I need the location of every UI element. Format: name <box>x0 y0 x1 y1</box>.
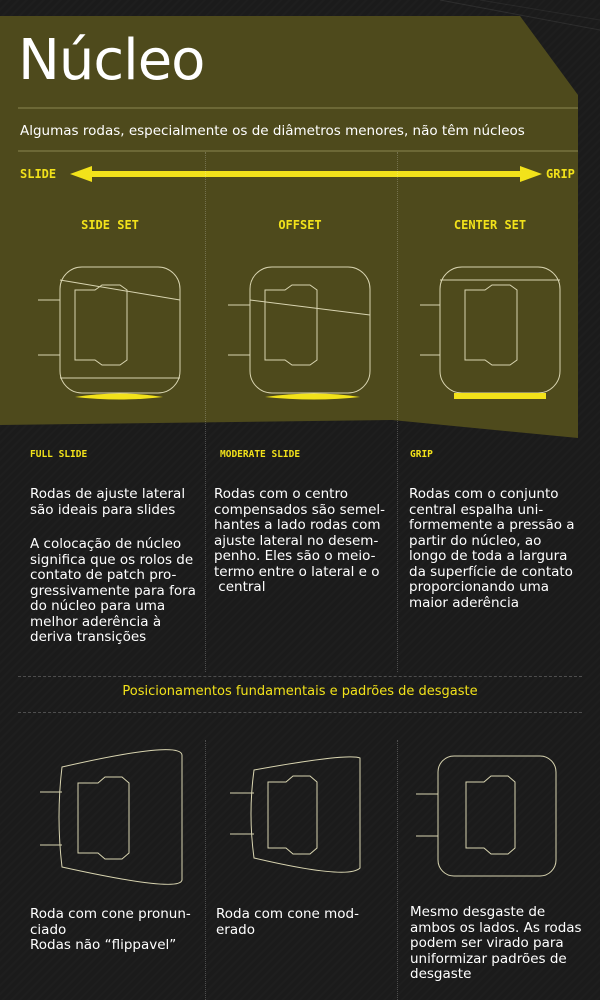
text-line: Mesmo desgaste de <box>410 904 546 920</box>
wheel-side-set <box>30 260 190 410</box>
pronounced-cone-text <box>30 907 205 954</box>
text-line: proporcionando uma <box>409 579 550 595</box>
text-line: desgaste <box>410 966 472 982</box>
wheel-offset <box>220 260 380 410</box>
text-line: termo entre o lateral e o <box>214 563 380 580</box>
text-line: central espalha uni- <box>409 501 544 518</box>
section2-heading: Posicionamentos fundamentais e padrões de desgaste <box>122 684 478 699</box>
sub-label-full-slide: FULL SLIDE <box>30 449 88 460</box>
text-line: hantes a lado rodas com <box>214 517 381 533</box>
text-line: formemente a pressão a <box>409 517 575 533</box>
moderate-cone-text <box>216 907 396 938</box>
text-line: da superfície de contato <box>409 563 573 580</box>
column-divider <box>205 152 206 672</box>
column-divider <box>397 152 398 672</box>
text-line: Roda com cone pronun- <box>30 906 191 922</box>
text-line: A colocação de núcleo <box>30 536 182 552</box>
contact-patch <box>75 394 163 400</box>
column-divider <box>397 740 398 1000</box>
text-line: maior aderência <box>409 594 519 611</box>
column-divider <box>205 740 206 1000</box>
text-line: podem ser virado para <box>410 935 564 951</box>
side-set-text-2 <box>30 537 205 646</box>
heading-offset: OFFSET <box>278 218 322 232</box>
page-subtitle: Algumas rodas, especialmente os de diâmetros menores, não têm núcleos <box>20 123 525 139</box>
wheel-center-set <box>410 260 570 410</box>
text-line: longo de toda a largura <box>409 548 568 564</box>
text-line: gressivamente para fora <box>30 582 196 599</box>
text-line: ambos os lados. As rodas <box>410 919 582 936</box>
even-wear-text <box>410 905 596 983</box>
text-line: compensados são semel- <box>214 501 385 518</box>
text-line: partir do núcleo, ao <box>409 532 542 549</box>
contact-patch <box>454 393 546 399</box>
text-line: Rodas com o centro <box>214 486 348 502</box>
wheel-pronounced-cone <box>40 745 200 895</box>
text-line: são ideais para slides <box>30 501 176 518</box>
section-rule <box>18 676 582 677</box>
text-line: Roda com cone mod- <box>216 906 359 922</box>
text-line: do núcleo para uma <box>30 598 166 614</box>
offset-text <box>214 487 396 596</box>
wheel-moderate-cone <box>228 748 388 898</box>
heading-center-set: CENTER SET <box>453 218 527 232</box>
text-line: significa que os rolos de <box>30 551 194 568</box>
section-rule <box>18 712 582 713</box>
wheel-even-wear <box>412 752 572 902</box>
text-line: central <box>214 579 266 595</box>
contact-patch <box>265 394 360 400</box>
center-set-text <box>409 487 594 611</box>
text-line: ciado <box>30 921 67 938</box>
text-line: Rodas de ajuste lateral <box>30 486 186 502</box>
page-title: Núcleo <box>18 28 205 93</box>
sub-label-grip: GRIP <box>410 449 433 460</box>
side-set-text-1 <box>30 487 205 518</box>
text-line: penho. Eles são o meio- <box>214 548 376 564</box>
text-line: Rodas com o conjunto <box>409 486 559 502</box>
text-line: ajuste lateral no desem- <box>214 532 379 549</box>
text-line: deriva transições <box>30 629 147 645</box>
scale-right-label: GRIP <box>546 167 575 181</box>
text-line: uniformizar padrões de <box>410 950 567 967</box>
sub-label-moderate-slide: MODERATE SLIDE <box>220 449 301 460</box>
scale-left-label: SLIDE <box>20 167 57 181</box>
text-line: erado <box>216 921 255 938</box>
text-line: contato de patch pro- <box>30 567 177 583</box>
text-line: Rodas não “flippavel” <box>30 937 177 953</box>
text-line: melhor aderência à <box>30 613 162 630</box>
heading-side-set: SIDE SET <box>81 218 139 232</box>
